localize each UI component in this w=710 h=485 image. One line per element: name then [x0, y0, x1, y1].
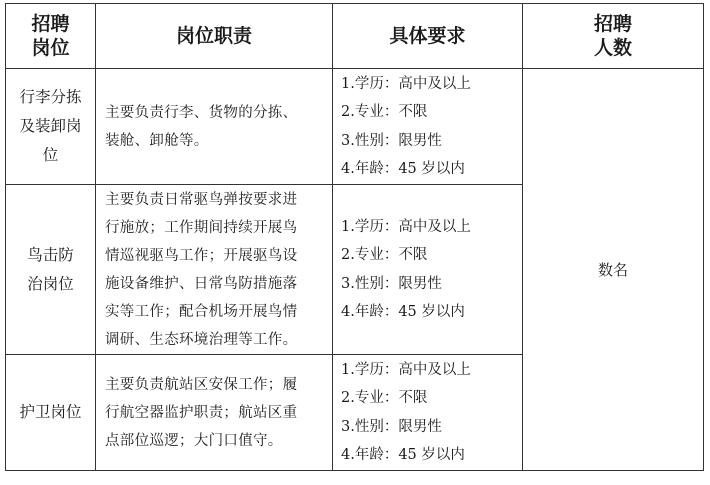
header-position-line-1: 招聘: [31, 13, 70, 35]
requirement-major: 2.专业：不限: [341, 104, 428, 120]
duty-line: 点部位巡逻；大门口值守。: [105, 432, 283, 449]
recruitment-table-container: [5, 3, 704, 471]
duty-cell: [96, 185, 333, 355]
requirements-cell: [333, 185, 523, 355]
header-requirements: 具体要求: [333, 4, 523, 69]
position-line: 行李分拣: [19, 88, 82, 106]
header-position-line-2: 岗位: [31, 37, 70, 59]
position-line: 及装卸岗: [19, 117, 82, 135]
requirement-major: 2.专业：不限: [341, 247, 428, 263]
position-line: 护卫岗位: [19, 403, 82, 421]
requirement-education: 1.学历：高中及以上: [341, 218, 471, 235]
duty-line: 行航空器监护职责；航站区重: [105, 404, 298, 421]
header-row: [6, 4, 704, 69]
position-cell: [6, 69, 96, 185]
requirement-age: 4.年龄：45 岁以内: [341, 447, 465, 463]
requirement-education: 1.学历：高中及以上: [341, 75, 471, 92]
requirements-cell: [333, 355, 523, 471]
requirement-age: 4.年龄：45 岁以内: [341, 161, 465, 177]
requirement-major: 2.专业：不限: [341, 390, 428, 406]
count-cell: 数名: [523, 69, 704, 471]
duty-line: 主要负责航站区安保工作；履: [105, 376, 298, 393]
duty-line: 情巡视驱鸟工作；开展驱鸟设: [105, 247, 298, 264]
header-count: [523, 4, 704, 69]
duty-cell: [96, 69, 333, 185]
requirement-education: 1.学历：高中及以上: [341, 361, 471, 378]
recruitment-table: [5, 3, 704, 471]
duty-line: 主要负责行李、货物的分拣、: [105, 104, 298, 121]
position-line: 位: [42, 146, 59, 164]
position-line: 鸟击防: [27, 245, 74, 264]
duty-line: 实等工作；配合机场开展鸟情: [105, 303, 298, 320]
requirement-gender: 3.性别：限男性: [341, 132, 442, 149]
position-cell: [6, 355, 96, 471]
requirement-gender: 3.性别：限男性: [341, 418, 442, 435]
position-cell: [6, 185, 96, 355]
position-line: 治岗位: [27, 274, 74, 293]
duty-line: 调研、生态环境治理等工作。: [105, 331, 298, 348]
header-duty: 岗位职责: [96, 4, 333, 69]
header-count-line-1: 招聘: [593, 13, 632, 35]
duty-line: 装舱、卸舱等。: [105, 132, 209, 149]
requirement-gender: 3.性别：限男性: [341, 275, 442, 292]
requirement-age: 4.年龄：45 岁以内: [341, 304, 465, 320]
requirements-cell: [333, 69, 523, 185]
duty-line: 行施放；工作期间持续开展鸟: [105, 219, 298, 236]
table-row: [6, 69, 704, 185]
header-count-line-2: 人数: [593, 37, 632, 59]
duty-line: 施设备维护、日常鸟防措施落: [105, 275, 298, 292]
duty-line: 主要负责日常驱鸟弹按要求进: [105, 191, 298, 208]
duty-cell: [96, 355, 333, 471]
header-position: [6, 4, 96, 69]
